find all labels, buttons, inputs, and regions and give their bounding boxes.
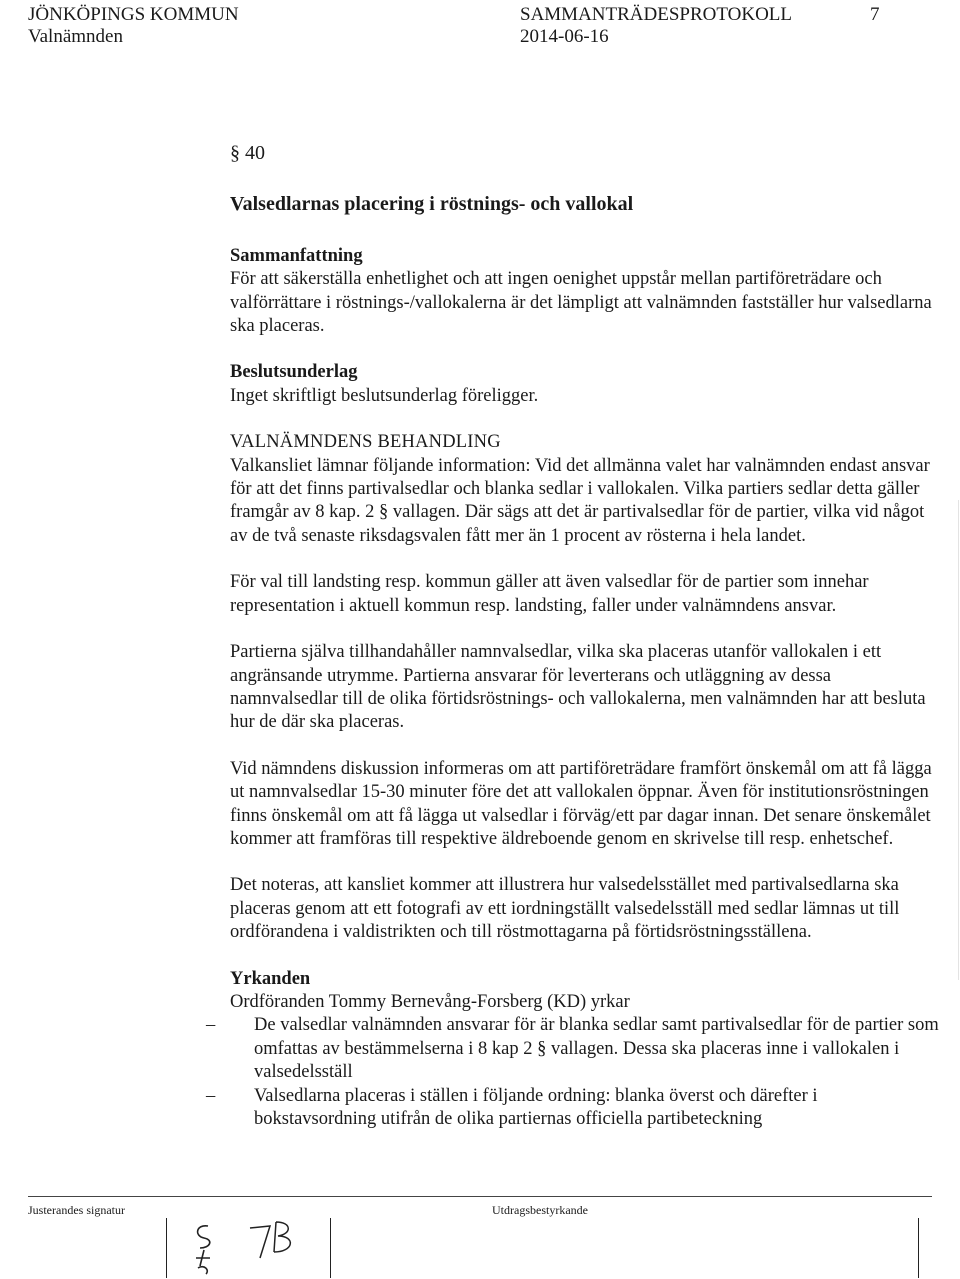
- section-number: § 40: [230, 142, 265, 164]
- scan-edge-mark: [958, 500, 959, 980]
- paragraph: Vid nämndens diskussion informeras om att partiföreträdare framfört önskemål om att få lägga ut namnvalsedlar 15-30 minuter före det att vallokalen öppnar. Även för institutionsröstningen finns önskemål om att få lägga ut valsedlar i förväg/ett par dagar innan. Det senare önskemålet kommer att framföras till respektive äldreboende genom en skrivelse till resp. enhetschef.: [230, 758, 932, 849]
- yrkanden-list: [206, 1014, 942, 1131]
- list-item-text: De valsedlar valnämnden ansvarar för är blanka sedlar samt partivalsedlar för de partier som omfattas av bestämmelserna i 8 kap 2 § vallagen. Dessa ska placeras inne i vallokalen i valsedelsställ: [254, 1015, 939, 1083]
- list-item: [206, 1085, 942, 1132]
- yrkanden-block: [206, 968, 942, 1132]
- yrkanden-heading: Yrkanden: [230, 968, 311, 989]
- summary-text: För att säkerställa enhetlighet och att ingen oenighet uppstår mellan partiföreträdare och valförrättare i röstnings-/vallokalerna är det lämpligt att valnämnden fastställer hur valsedlarna ska placeras.: [230, 269, 932, 337]
- header-organization: JÖNKÖPINGS KOMMUN: [28, 4, 239, 25]
- signature-field-divider: [330, 1218, 331, 1278]
- list-item: [206, 1014, 942, 1084]
- header-committee: Valnämnden: [28, 26, 123, 47]
- header-document-type: SAMMANTRÄDESPROTOKOLL: [520, 4, 793, 25]
- section-title: Valsedlarnas placering i röstnings- och vallokal: [230, 193, 634, 216]
- list-item-text: Valsedlarna placeras i ställen i följande ordning: blanka överst och därefter i bokstavsordning utifrån de olika partiernas officiella partibeteckning: [254, 1085, 818, 1129]
- footer-signature-label: Justerandes signatur: [28, 1203, 125, 1217]
- footer-certification-label: Utdragsbestyrkande: [492, 1203, 588, 1217]
- paragraph: Valkansliet lämnar följande information: Vid det allmänna valet har valnämnden endast ansvar för att det finns partivalsedlar och blanka sedlar i vallokalen. Vilka partiers sedlar detta gäller framgår av 8 kap. 2 § vallagen. Där sägs att det är partivalsedlar för de partier, vilka vid något av de två senaste riksdagsvalen fått mer än 1 procent av rösterna i hela landet.: [230, 455, 930, 546]
- signature-field-divider: [918, 1218, 919, 1278]
- list-dash: –: [206, 1085, 216, 1106]
- header-date: 2014-06-16: [520, 26, 609, 47]
- paragraph: För val till landsting resp. kommun gäller att även valsedlar för de partier som innehar representation i aktuell kommun resp. landsting, faller under valnämndens ansvar.: [230, 572, 869, 616]
- signature-field-divider: [166, 1218, 167, 1278]
- summary-heading: Sammanfattning: [230, 245, 363, 266]
- handwritten-initials-signature: [246, 1218, 302, 1270]
- paragraph: Partierna själva tillhandahåller namnvalsedlar, vilka ska placeras utanför vallokalen i ett angränsande utrymme. Partierna ansvarar för leverterans och utläggning av dessa namnvalsedlar till de olika förtidsröstnings- och vallokalerna, men valnämnden har att besluta hur de där ska placeras.: [230, 642, 926, 733]
- handling-heading: VALNÄMNDENS BEHANDLING: [230, 432, 501, 453]
- page-number: 7: [870, 4, 880, 25]
- basis-text: Inget skriftligt beslutsunderlag föreligger.: [230, 385, 539, 406]
- handwritten-initials-signature: [186, 1218, 226, 1278]
- document-body: [206, 142, 942, 1131]
- yrkanden-intro: Ordföranden Tommy Bernevång-Forsberg (KD) yrkar: [230, 991, 630, 1012]
- basis-heading: Beslutsunderlag: [230, 362, 358, 383]
- summary-block: [230, 245, 942, 339]
- list-dash: –: [206, 1015, 216, 1036]
- paragraph: Det noteras, att kansliet kommer att illustrera hur valsedelsstället med partivalsedlarna ska placeras genom att ett fotografi av ett iordningställt valsedelsställ med sedlar lämnas ut till ordförandena i valdistrikten och till röstmottagarna på förtidsröstningsställena.: [230, 875, 900, 943]
- basis-block: [230, 361, 942, 408]
- footer-divider: [28, 1196, 932, 1197]
